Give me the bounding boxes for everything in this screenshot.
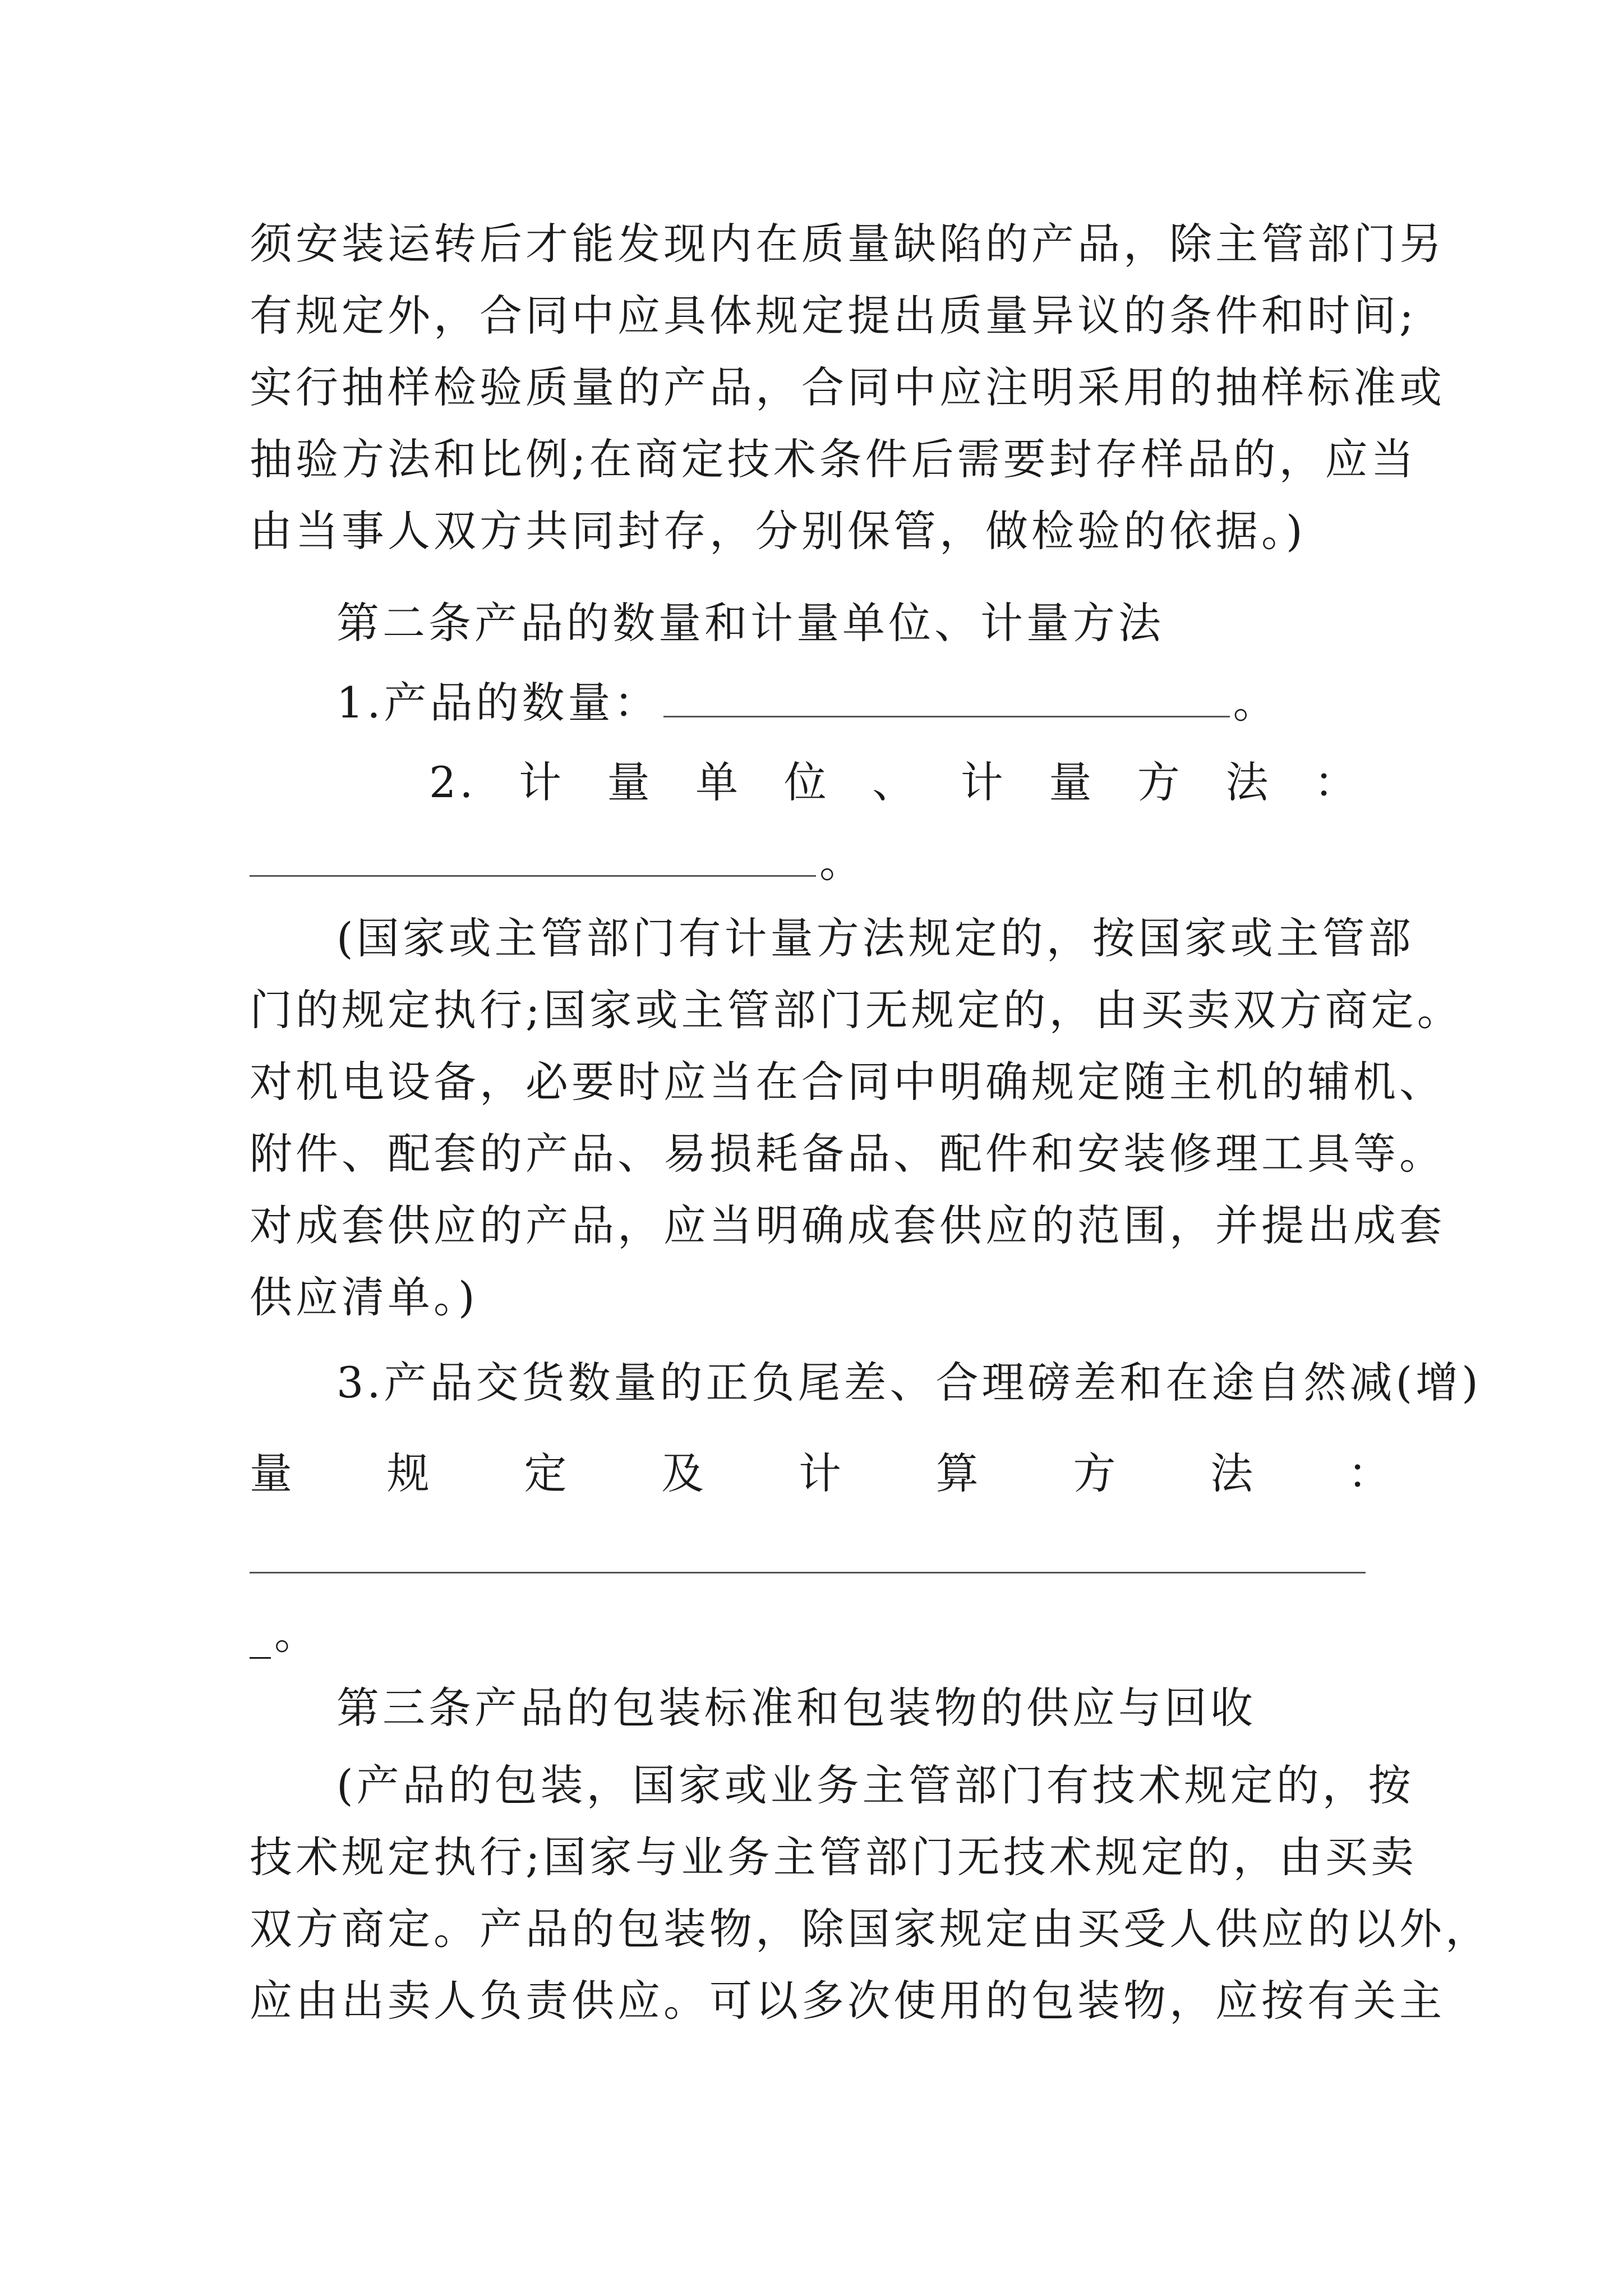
spread-char: 量 <box>1049 757 1095 807</box>
paragraph-line: 对机电设备，必要时应当在合同中明确规定随主机的辅机、 <box>250 1057 1445 1107</box>
tolerance-blank <box>250 1533 1366 1573</box>
spread-char: 计 <box>960 757 1007 807</box>
paragraph-line: 门的规定执行;国家或主管部门无规定的，由买卖双方商定。 <box>250 985 1463 1035</box>
spread-char: 量 <box>607 757 653 807</box>
paragraph-line: 对成套供应的产品，应当明确成套供应的范围，并提出成套 <box>250 1200 1445 1250</box>
unit-method-number: 2. <box>429 757 477 807</box>
unit-method-line <box>429 752 1360 813</box>
paragraph-line: 双方商定。产品的包装物，除国家规定由买受人供应的以外， <box>250 1904 1491 1954</box>
tolerance-line: 3.产品交货数量的正负尾差、合理磅差和在途自然减(增) <box>336 1358 1482 1407</box>
spread-char: ： <box>1313 757 1360 807</box>
spread-char: 方 <box>1137 757 1183 807</box>
tolerance-end: _。 <box>250 1609 320 1659</box>
spread-char: ： <box>1348 1448 1394 1498</box>
spread-char: 计 <box>519 757 565 807</box>
spread-char: 方 <box>1073 1448 1119 1498</box>
article-2-heading: 第二条产品的数量和计量单位、计量方法 <box>336 598 1164 648</box>
spread-char: 、 <box>872 757 919 807</box>
paragraph-line: 由当事人双方共同封存，分别保管，做检验的依据。) <box>250 506 1306 556</box>
article-3-heading: 第三条产品的包装标准和包装物的供应与回收 <box>336 1683 1256 1733</box>
paragraph-line: (产品的包装，国家或业务主管部门有技术规定的，按 <box>336 1760 1414 1810</box>
paragraph-line: 抽验方法和比例;在商定技术条件后需要封存样品的，应当 <box>250 434 1417 484</box>
paragraph-line: 技术规定执行;国家与业务主管部门无技术规定的，由买卖 <box>250 1832 1417 1882</box>
spread-char: 法 <box>1210 1448 1257 1498</box>
paragraph-line: 有规定外，合同中应具体规定提出质量异议的条件和时间; <box>250 291 1417 341</box>
quantity-end: 。 <box>1233 678 1279 728</box>
spread-char: 量 <box>250 1448 296 1498</box>
spread-char: 及 <box>661 1448 708 1498</box>
spread-char: 计 <box>799 1448 845 1498</box>
paragraph-line: 应由出卖人负责供应。可以多次使用的包装物，应按有关主 <box>250 1976 1445 2026</box>
spread-char: 单 <box>695 757 742 807</box>
paragraph-line: 须安装运转后才能发现内在质量缺陷的产品，除主管部门另 <box>250 219 1445 269</box>
spread-char: 法 <box>1225 757 1272 807</box>
spread-char: 算 <box>935 1448 982 1498</box>
spread-char: 定 <box>524 1448 570 1498</box>
quantity-blank <box>663 677 1230 717</box>
paragraph-line: (国家或主管部门有计量方法规定的，按国家或主管部 <box>336 913 1414 963</box>
tolerance-blank-line <box>250 1528 1394 1590</box>
unit-method-blank-line <box>250 831 1394 893</box>
paragraph-line: 实行抽样检验质量的产品，合同中应注明采用的抽样标准或 <box>250 362 1445 412</box>
unit-method-blank <box>250 836 816 877</box>
unit-method-end: 。 <box>819 837 865 887</box>
quantity-line <box>336 672 1394 734</box>
paragraph-line: 附件、配套的产品、易损耗备品、配件和安装修理工具等。 <box>250 1129 1445 1179</box>
tolerance-method-line <box>250 1443 1394 1504</box>
paragraph-line: 供应清单。) <box>250 1272 478 1322</box>
spread-char: 规 <box>386 1448 433 1498</box>
quantity-label: 1.产品的数量： <box>336 678 660 728</box>
spread-char: 位 <box>783 757 830 807</box>
